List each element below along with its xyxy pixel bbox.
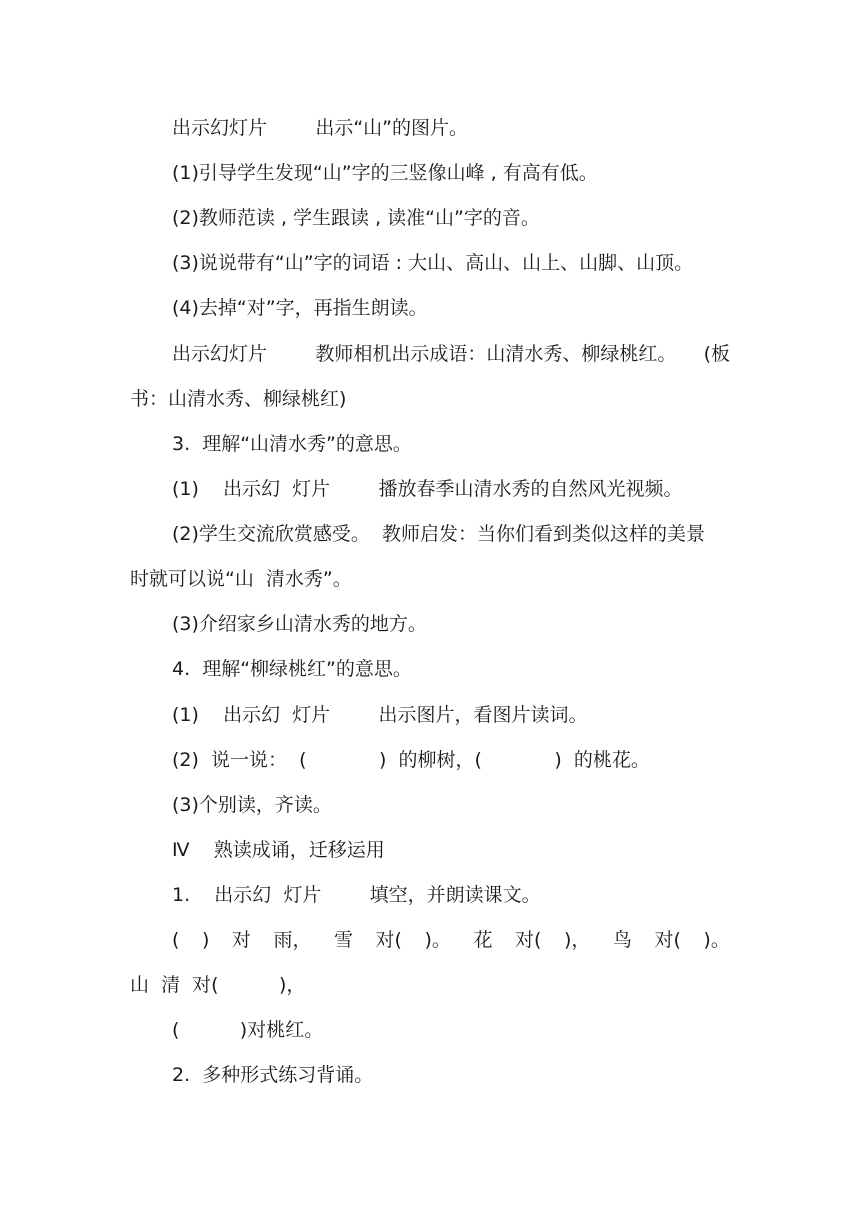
text-segment: 雪 [334, 929, 354, 951]
text-line: 4. 理解“柳绿桃红”的意思。 [172, 658, 412, 680]
text-segment: ) [201, 929, 210, 951]
text-segment: 花 [473, 929, 493, 951]
text-line: 1. 出示幻 灯片 填空，并朗读课文。 [172, 884, 541, 906]
text-line: (3)个别读，齐读。 [172, 794, 332, 816]
text-line: (3)说说带有“山”字的词语 : 大山、高山、山上、山脚、山顶。 [172, 252, 694, 274]
text-line: (4)去掉“对”字，再指生朗读。 [172, 297, 428, 319]
text-segment: 对( [375, 929, 402, 951]
text-line: (1) 出示幻 灯片 播放春季山清水秀的自然风光视频。 [172, 478, 683, 500]
text-line: (2)教师范读 , 学生跟读 , 读准“山”字的音。 [172, 207, 540, 229]
text-segment: 对( [515, 929, 542, 951]
text-line [172, 341, 730, 367]
text-line: (2) 说一说： ( ) 的柳树，( ) 的桃花。 [172, 749, 650, 771]
text-line: 书：山清水秀、柳绿桃红) [130, 388, 347, 410]
text-line: 时就可以说“山 清水秀”。 [130, 568, 352, 590]
text-segment: 对 [231, 929, 251, 951]
text-segment: ( [172, 929, 180, 951]
text-line: (3)介绍家乡山清水秀的地方。 [172, 613, 427, 635]
text-line: 山 清 对( )， [130, 974, 306, 996]
text-segment: 鸟 [612, 929, 632, 951]
text-segment: )。 [703, 929, 730, 951]
section-heading: Ⅳ 熟读成诵，迁移运用 [172, 839, 385, 861]
text-line: (2)学生交流欣赏感受。 教师启发：当你们看到类似这样的美景 [172, 523, 705, 545]
text-line: 3. 理解“山清水秀”的意思。 [172, 433, 412, 455]
text-line: 2. 多种形式练习背诵。 [172, 1064, 374, 1086]
text-line [172, 927, 730, 953]
text-line: ( )对桃红。 [172, 1019, 324, 1041]
text-segment: 出示幻灯片 教师相机出示成语：山清水秀、柳绿桃红。 [172, 343, 677, 365]
text-line: 出示幻灯片 出示“山”的图片。 [172, 117, 469, 139]
text-segment: )。 [424, 929, 451, 951]
text-line: (1)引导学生发现“山”字的三竖像山峰 , 有高有低。 [172, 162, 598, 184]
text-line: (1) 出示幻 灯片 出示图片，看图片读词。 [172, 704, 588, 726]
text-segment: 雨， [273, 929, 312, 951]
text-segment: 对( [654, 929, 681, 951]
text-segment: (板 [703, 343, 730, 365]
text-segment: )， [563, 929, 591, 951]
